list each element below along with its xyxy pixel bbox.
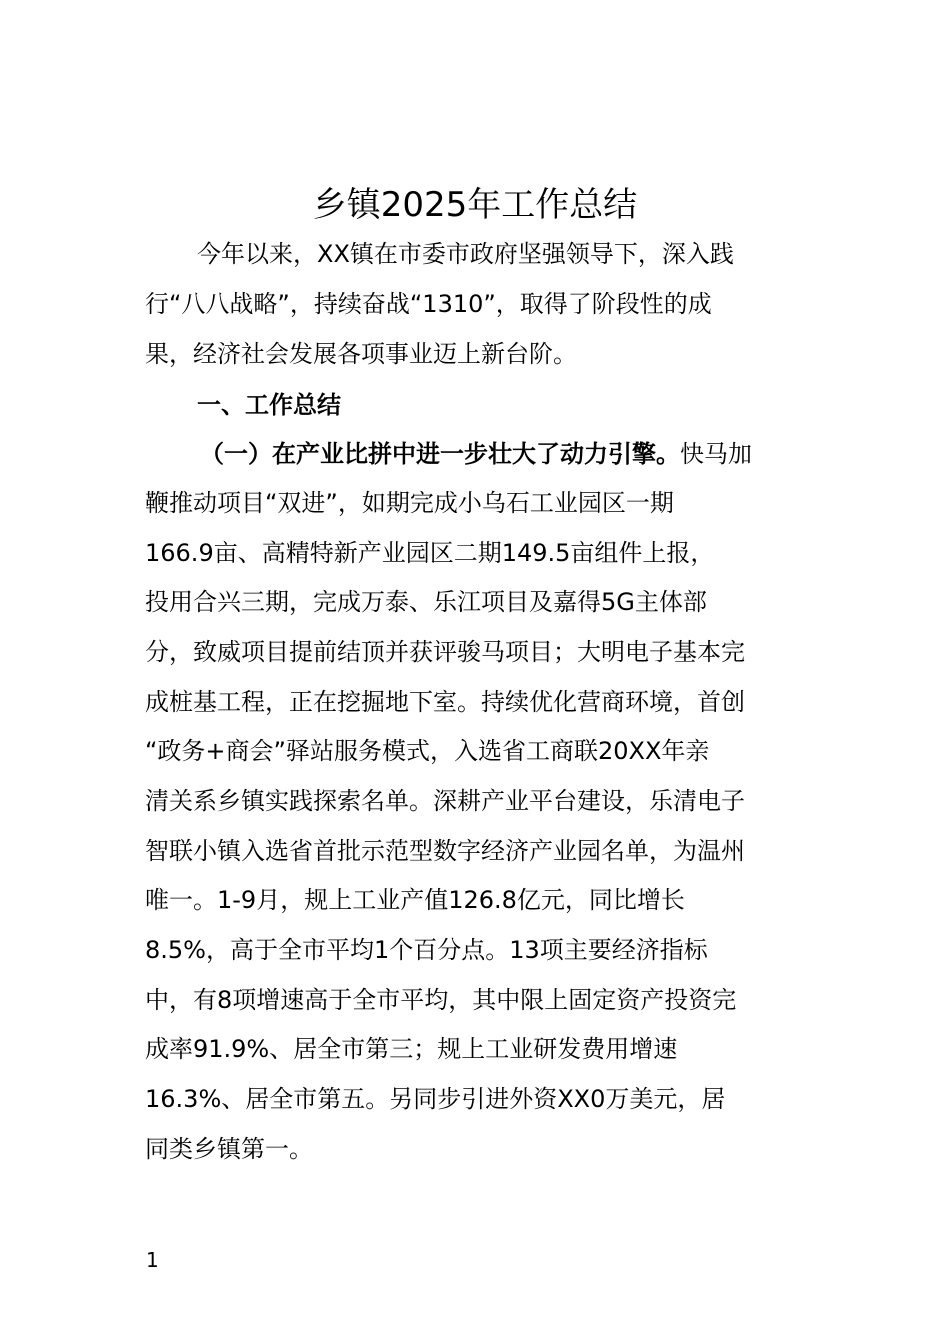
intro-line-1: 今年以来，XX镇在市委市政府坚强领导下，深入践 xyxy=(197,240,734,268)
paragraph-line: 8.5%，高于全市平均1个百分点。13项主要经济指标 xyxy=(145,936,708,964)
paragraph-line: 成率91.9%、居全市第三；规上工业研发费用增速 xyxy=(145,1035,678,1063)
subsection-heading: （一）在产业比拼中进一步壮大了动力引擎。 xyxy=(200,440,680,468)
document-title: 乡镇2025年工作总结 xyxy=(312,185,638,225)
paragraph-line: 鞭推动项目“双进”，如期完成小乌石工业园区一期 xyxy=(145,489,674,517)
paragraph-line: 清关系乡镇实践探索名单。深耕产业平台建设，乐清电子 xyxy=(145,787,745,815)
paragraph-line: 分，致威项目提前结顶并获评骏马项目；大明电子基本完 xyxy=(145,638,745,666)
paragraph-line: 成桩基工程，正在挖掘地下室。持续优化营商环境，首创 xyxy=(145,688,745,716)
paragraph-line: “政务+商会”驿站服务模式，入选省工商联20XX年亲 xyxy=(145,737,710,765)
subsection-first-line-text: 快马加 xyxy=(680,440,752,468)
paragraph-line: 智联小镇入选省首批示范型数字经济产业园名单，为温州 xyxy=(145,837,745,865)
paragraph-line: 投用合兴三期，完成万泰、乐江项目及嘉得5G主体部 xyxy=(145,588,707,616)
page-number: 1 xyxy=(146,1248,159,1272)
intro-line-2: 行“八八战略”，持续奋战“1310”，取得了阶段性的成 xyxy=(145,290,712,318)
intro-line-3: 果，经济社会发展各项事业迈上新台阶。 xyxy=(145,340,577,368)
subsection-first-line xyxy=(200,438,752,470)
paragraph-line: 唯一。1-9月，规上工业产值126.8亿元，同比增长 xyxy=(145,886,685,914)
paragraph-line: 166.9亩、高精特新产业园区二期149.5亩组件上报， xyxy=(145,539,715,567)
paragraph-line: 同类乡镇第一。 xyxy=(145,1135,313,1163)
section-heading: 一、工作总结 xyxy=(197,391,341,419)
paragraph-line: 中，有8项增速高于全市平均，其中限上固定资产投资完 xyxy=(145,986,737,1014)
paragraph-line: 16.3%、居全市第五。另同步引进外资XX0万美元，居 xyxy=(145,1085,726,1113)
